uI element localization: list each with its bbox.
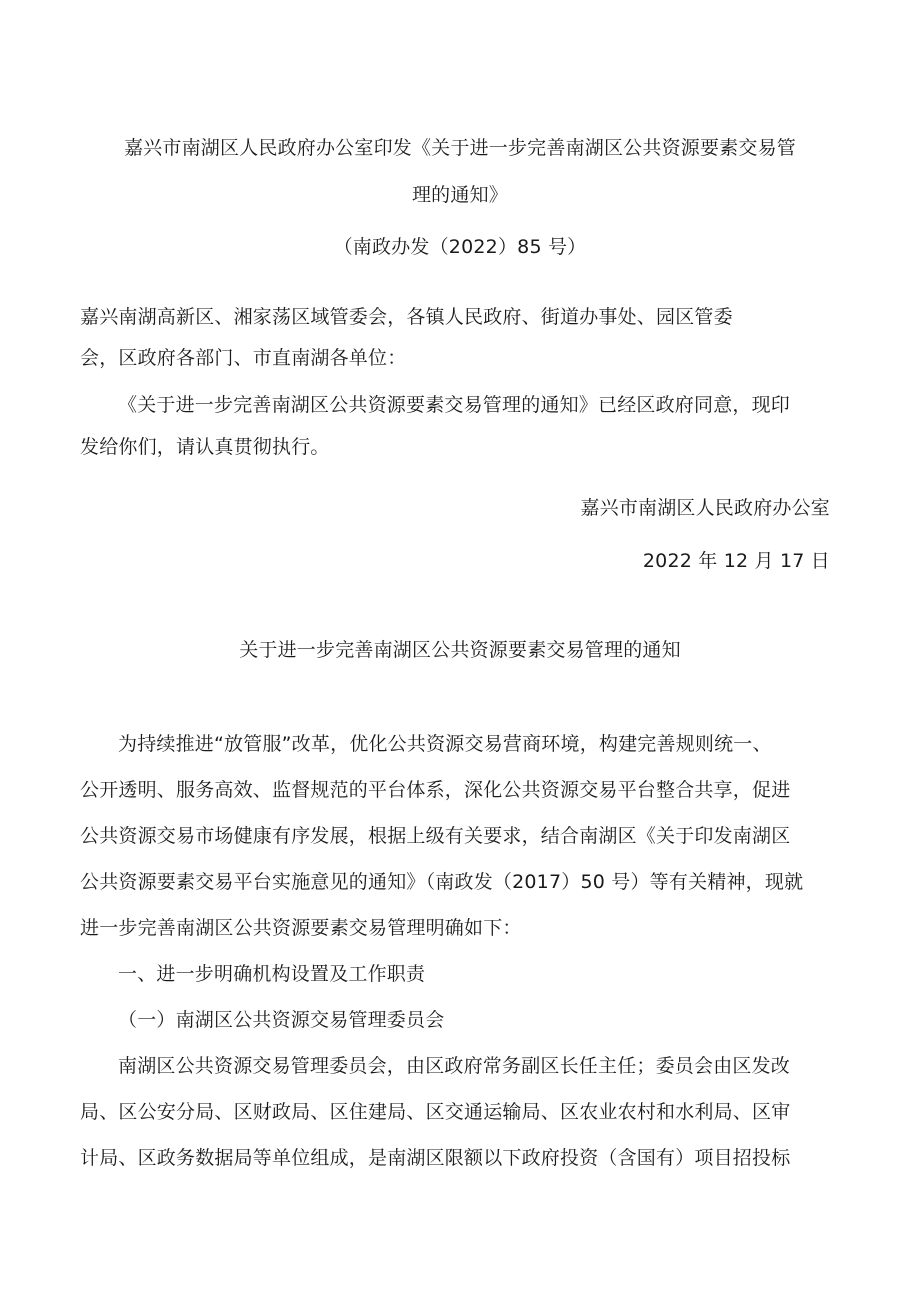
body-paragraph-2-line: 局、区公安分局、区财政局、区住建局、区交通运输局、区农业农村和水利局、区审 bbox=[80, 1101, 791, 1123]
body-paragraph-1-line: 公开透明、服务高效、监督规范的平台体系，深化公共资源交易平台整合共享，促进 bbox=[80, 779, 791, 801]
issue-date: 2022 年 12 月 17 日 bbox=[642, 550, 830, 572]
subsection-1-heading: （一）南湖区公共资源交易管理委员会 bbox=[118, 1009, 445, 1031]
document-title-line-1: 嘉兴市南湖区人民政府办公室印发《关于进一步完善南湖区公共资源要素交易管 bbox=[123, 137, 796, 159]
issuer-signature: 嘉兴市南湖区人民政府办公室 bbox=[580, 497, 830, 519]
body-paragraph-1-line: 为持续推进“放管服”改革，优化公共资源交易营商环境，构建完善规则统一、 bbox=[118, 733, 772, 755]
intro-line-1: 《关于进一步完善南湖区公共资源要素交易管理的通知》已经区政府同意，现印 bbox=[118, 394, 791, 416]
body-paragraph-1-line: 公共资源要素交易平台实施意见的通知》（南政发（2017）50 号）等有关精神，现就 bbox=[80, 871, 804, 893]
recipients-line-1: 嘉兴南湖高新区、湘家荡区域管委会，各镇人民政府、街道办事处、园区管委 bbox=[80, 306, 733, 328]
recipients-line-2: 会，区政府各部门、市直南湖各单位： bbox=[80, 347, 407, 369]
document-number: （南政办发（2022）85 号） bbox=[333, 236, 587, 258]
body-paragraph-2-line: 计局、区政务数据局等单位组成，是南湖区限额以下政府投资（含国有）项目招投标 bbox=[80, 1147, 791, 1169]
body-paragraph-1-line: 公共资源交易市场健康有序发展，根据上级有关要求，结合南湖区《关于印发南湖区 bbox=[80, 825, 791, 847]
notice-title: 关于进一步完善南湖区公共资源要素交易管理的通知 bbox=[239, 639, 681, 661]
document-title-line-2: 理的通知》 bbox=[411, 184, 508, 206]
body-paragraph-1-line: 进一步完善南湖区公共资源要素交易管理明确如下： bbox=[80, 917, 522, 939]
section-1-heading: 一、进一步明确机构设置及工作职责 bbox=[118, 963, 426, 985]
body-paragraph-2-line: 南湖区公共资源交易管理委员会，由区政府常务副区长任主任；委员会由区发改 bbox=[118, 1055, 791, 1077]
intro-line-2: 发给你们，请认真贯彻执行。 bbox=[80, 436, 330, 458]
